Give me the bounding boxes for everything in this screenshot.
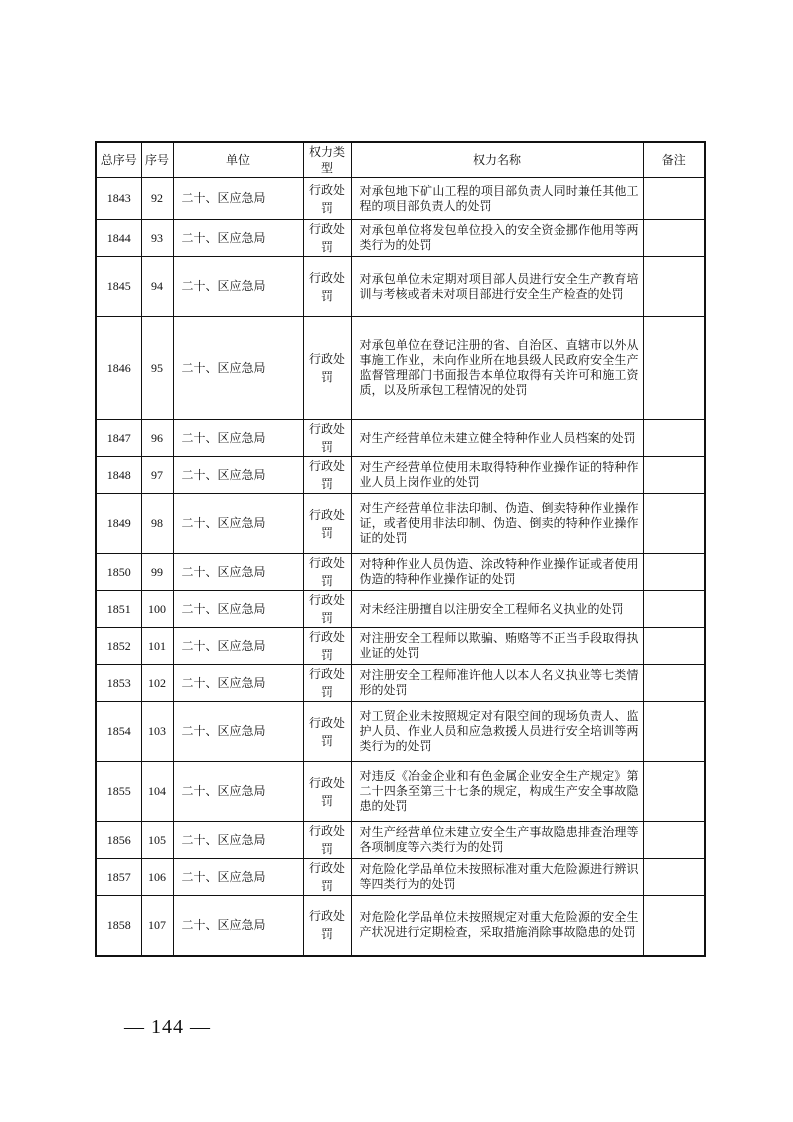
cell-seq-no: 97 bbox=[141, 457, 173, 494]
cell-power-name: 对承包单位将发包单位投入的安全资金挪作他用等两类行为的处罚 bbox=[351, 220, 643, 257]
header-total-no: 总序号 bbox=[96, 142, 141, 178]
cell-seq-no: 99 bbox=[141, 554, 173, 591]
cell-power-type: 行政处罚 bbox=[303, 554, 351, 591]
table-row bbox=[96, 317, 705, 420]
cell-total-no: 1848 bbox=[96, 457, 141, 494]
cell-remarks bbox=[643, 859, 705, 896]
cell-remarks bbox=[643, 220, 705, 257]
cell-power-name: 对工贸企业未按照规定对有限空间的现场负责人、监护人员、作业人员和应急救援人员进行安全培训等两类行为的处罚 bbox=[351, 702, 643, 762]
cell-power-name: 对未经注册擅自以注册安全工程师名义执业的处罚 bbox=[351, 591, 643, 628]
cell-total-no: 1847 bbox=[96, 420, 141, 457]
cell-total-no: 1855 bbox=[96, 762, 141, 822]
table-row bbox=[96, 762, 705, 822]
cell-total-no: 1846 bbox=[96, 317, 141, 420]
cell-power-name: 对注册安全工程师以欺骗、贿赂等不正当手段取得执业证的处罚 bbox=[351, 628, 643, 665]
cell-unit: 二十、区应急局 bbox=[173, 762, 303, 822]
cell-seq-no: 107 bbox=[141, 896, 173, 956]
cell-unit: 二十、区应急局 bbox=[173, 257, 303, 317]
cell-power-type: 行政处罚 bbox=[303, 494, 351, 554]
cell-remarks bbox=[643, 896, 705, 956]
cell-seq-no: 96 bbox=[141, 420, 173, 457]
cell-total-no: 1849 bbox=[96, 494, 141, 554]
cell-total-no: 1844 bbox=[96, 220, 141, 257]
cell-seq-no: 105 bbox=[141, 822, 173, 859]
cell-seq-no: 106 bbox=[141, 859, 173, 896]
cell-unit: 二十、区应急局 bbox=[173, 822, 303, 859]
cell-seq-no: 100 bbox=[141, 591, 173, 628]
cell-power-type: 行政处罚 bbox=[303, 665, 351, 702]
cell-unit: 二十、区应急局 bbox=[173, 628, 303, 665]
cell-power-name: 对危险化学品单位未按照标准对重大危险源进行辨识等四类行为的处罚 bbox=[351, 859, 643, 896]
cell-power-type: 行政处罚 bbox=[303, 178, 351, 220]
cell-seq-no: 98 bbox=[141, 494, 173, 554]
cell-power-name: 对注册安全工程师准许他人以本人名义执业等七类情形的处罚 bbox=[351, 665, 643, 702]
cell-remarks bbox=[643, 420, 705, 457]
cell-total-no: 1854 bbox=[96, 702, 141, 762]
cell-unit: 二十、区应急局 bbox=[173, 220, 303, 257]
cell-seq-no: 101 bbox=[141, 628, 173, 665]
cell-power-type: 行政处罚 bbox=[303, 762, 351, 822]
cell-remarks bbox=[643, 762, 705, 822]
cell-total-no: 1845 bbox=[96, 257, 141, 317]
cell-remarks bbox=[643, 178, 705, 220]
cell-seq-no: 94 bbox=[141, 257, 173, 317]
cell-power-name: 对特种作业人员伪造、涂改特种作业操作证或者使用伪造的特种作业操作证的处罚 bbox=[351, 554, 643, 591]
cell-unit: 二十、区应急局 bbox=[173, 665, 303, 702]
table-row bbox=[96, 859, 705, 896]
cell-power-type: 行政处罚 bbox=[303, 420, 351, 457]
table-row bbox=[96, 628, 705, 665]
cell-unit: 二十、区应急局 bbox=[173, 702, 303, 762]
cell-seq-no: 92 bbox=[141, 178, 173, 220]
cell-unit: 二十、区应急局 bbox=[173, 457, 303, 494]
cell-power-name: 对承包单位在登记注册的省、自治区、直辖市以外从事施工作业，未向作业所在地县级人民政府安全生产监督管理部门书面报告本单位取得有关许可和施工资质，以及所承包工程情况的处罚 bbox=[351, 317, 643, 420]
cell-unit: 二十、区应急局 bbox=[173, 420, 303, 457]
cell-remarks bbox=[643, 317, 705, 420]
cell-power-type: 行政处罚 bbox=[303, 628, 351, 665]
table-row bbox=[96, 554, 705, 591]
table-row bbox=[96, 257, 705, 317]
cell-remarks bbox=[643, 494, 705, 554]
cell-total-no: 1856 bbox=[96, 822, 141, 859]
cell-seq-no: 95 bbox=[141, 317, 173, 420]
cell-remarks bbox=[643, 822, 705, 859]
cell-power-type: 行政处罚 bbox=[303, 591, 351, 628]
cell-unit: 二十、区应急局 bbox=[173, 859, 303, 896]
cell-remarks bbox=[643, 257, 705, 317]
cell-power-name: 对承包单位未定期对项目部人员进行安全生产教育培训与考核或者未对项目部进行安全生产检查的处罚 bbox=[351, 257, 643, 317]
cell-power-type: 行政处罚 bbox=[303, 457, 351, 494]
cell-seq-no: 93 bbox=[141, 220, 173, 257]
cell-power-type: 行政处罚 bbox=[303, 257, 351, 317]
cell-unit: 二十、区应急局 bbox=[173, 317, 303, 420]
cell-seq-no: 103 bbox=[141, 702, 173, 762]
table-row bbox=[96, 220, 705, 257]
cell-power-name: 对违反《冶金企业和有色金属企业安全生产规定》第二十四条至第三十七条的规定，构成生产安全事故隐患的处罚 bbox=[351, 762, 643, 822]
cell-power-name: 对生产经营单位非法印制、伪造、倒卖特种作业操作证，或者使用非法印制、伪造、倒卖的特种作业操作证的处罚 bbox=[351, 494, 643, 554]
cell-power-name: 对生产经营单位未建立安全生产事故隐患排查治理等各项制度等六类行为的处罚 bbox=[351, 822, 643, 859]
header-remarks: 备注 bbox=[643, 142, 705, 178]
table-row bbox=[96, 178, 705, 220]
cell-total-no: 1853 bbox=[96, 665, 141, 702]
cell-power-type: 行政处罚 bbox=[303, 859, 351, 896]
cell-remarks bbox=[643, 591, 705, 628]
page-number: — 144 — bbox=[124, 1016, 211, 1038]
cell-unit: 二十、区应急局 bbox=[173, 178, 303, 220]
table-row bbox=[96, 457, 705, 494]
cell-power-name: 对生产经营单位使用未取得特种作业操作证的特种作业人员上岗作业的处罚 bbox=[351, 457, 643, 494]
table-row bbox=[96, 896, 705, 956]
cell-total-no: 1857 bbox=[96, 859, 141, 896]
header-power-type: 权力类型 bbox=[303, 142, 351, 178]
cell-total-no: 1851 bbox=[96, 591, 141, 628]
table-row bbox=[96, 702, 705, 762]
cell-total-no: 1843 bbox=[96, 178, 141, 220]
cell-unit: 二十、区应急局 bbox=[173, 554, 303, 591]
header-seq-no: 序号 bbox=[141, 142, 173, 178]
header-unit: 单位 bbox=[173, 142, 303, 178]
cell-total-no: 1852 bbox=[96, 628, 141, 665]
table-row bbox=[96, 420, 705, 457]
cell-remarks bbox=[643, 457, 705, 494]
table-row bbox=[96, 494, 705, 554]
cell-power-name: 对承包地下矿山工程的项目部负责人同时兼任其他工程的项目部负责人的处罚 bbox=[351, 178, 643, 220]
cell-unit: 二十、区应急局 bbox=[173, 591, 303, 628]
cell-power-type: 行政处罚 bbox=[303, 220, 351, 257]
header-row bbox=[96, 142, 705, 178]
cell-power-type: 行政处罚 bbox=[303, 896, 351, 956]
table-row bbox=[96, 822, 705, 859]
header-power-name: 权力名称 bbox=[351, 142, 643, 178]
cell-total-no: 1858 bbox=[96, 896, 141, 956]
cell-unit: 二十、区应急局 bbox=[173, 494, 303, 554]
power-list-table-container bbox=[95, 141, 704, 957]
cell-seq-no: 104 bbox=[141, 762, 173, 822]
table-row bbox=[96, 665, 705, 702]
cell-power-type: 行政处罚 bbox=[303, 317, 351, 420]
cell-remarks bbox=[643, 554, 705, 591]
power-list-table bbox=[95, 141, 706, 957]
cell-power-name: 对危险化学品单位未按照规定对重大危险源的安全生产状况进行定期检查，采取措施消除事故隐患的处罚 bbox=[351, 896, 643, 956]
cell-total-no: 1850 bbox=[96, 554, 141, 591]
cell-power-type: 行政处罚 bbox=[303, 822, 351, 859]
cell-unit: 二十、区应急局 bbox=[173, 896, 303, 956]
cell-remarks bbox=[643, 665, 705, 702]
cell-power-type: 行政处罚 bbox=[303, 702, 351, 762]
cell-remarks bbox=[643, 702, 705, 762]
table-header bbox=[96, 142, 705, 178]
table-body bbox=[96, 178, 705, 956]
cell-seq-no: 102 bbox=[141, 665, 173, 702]
cell-power-name: 对生产经营单位未建立健全特种作业人员档案的处罚 bbox=[351, 420, 643, 457]
table-row bbox=[96, 591, 705, 628]
cell-remarks bbox=[643, 628, 705, 665]
